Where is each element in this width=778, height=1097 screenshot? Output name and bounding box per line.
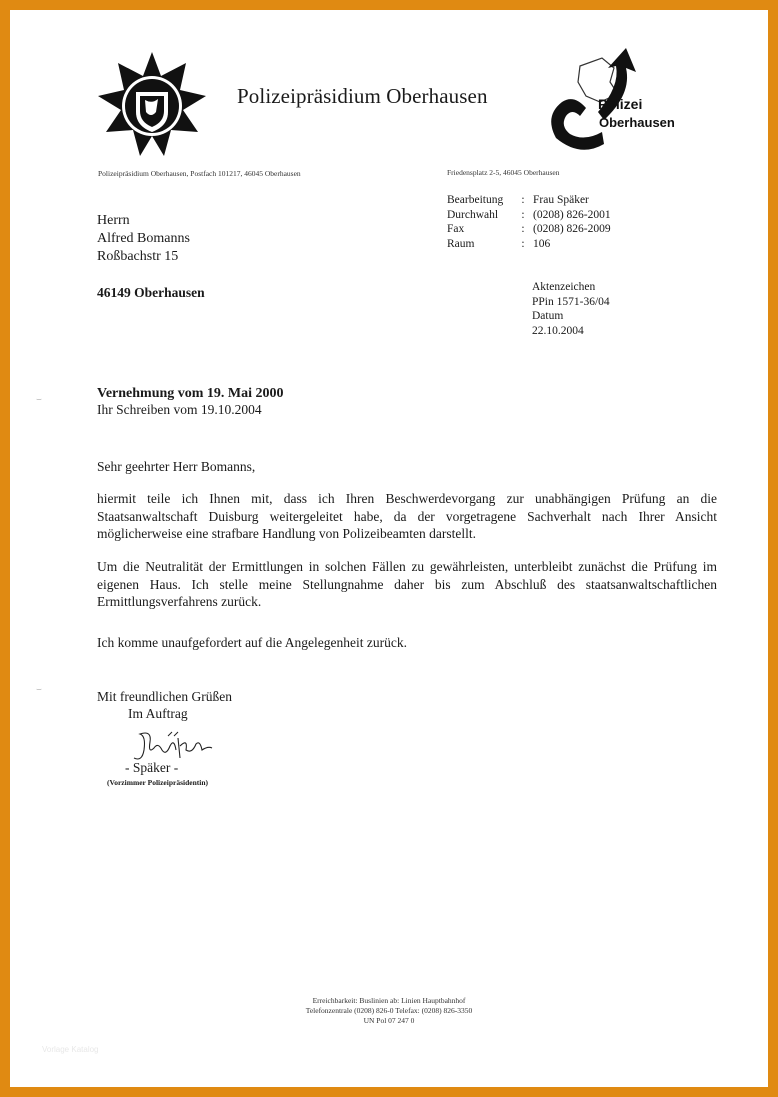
contact-separator: : (521, 223, 525, 235)
sender-return-address: Polizeipräsidium Oberhausen, Postfach 101217, 46045 Oberhausen (98, 169, 301, 178)
contact-value: (0208) 826-2001 (533, 208, 611, 221)
reference-block (532, 280, 610, 338)
letter-closing: Mit freundlichen Grüßen (97, 689, 232, 704)
letter-page (10, 10, 768, 1087)
letter-closing-auftrag: Im Auftrag (128, 706, 188, 721)
logo-text-oberhausen: Oberhausen (599, 115, 675, 130)
signer-role: (Vorzimmer Polizeipräsidentin) (107, 778, 209, 787)
watermark: Vorlage Katalog (42, 1045, 99, 1054)
contact-row (447, 193, 611, 208)
police-star-emblem-icon (96, 50, 208, 162)
contact-label: Durchwahl (447, 208, 499, 221)
contact-row (447, 222, 611, 237)
contact-label: Raum (447, 237, 475, 250)
contact-separator: : (521, 194, 525, 206)
contact-label: Fax (447, 223, 465, 235)
logo-text-polizei: Polizei (598, 96, 643, 112)
recipient-address (97, 212, 190, 266)
letter-paragraph-3: Ich komme unaufgefordert auf die Angelegenheit zurück. (97, 635, 407, 650)
contact-value: (0208) 826-2009 (533, 223, 611, 235)
recipient-name: Alfred Bomanns (97, 231, 190, 246)
margin-mark: ⌣ (36, 394, 42, 404)
recipient-city: 46149 Oberhausen (97, 285, 205, 300)
letter-subject: Vernehmung vom 19. Mai 2000 (97, 386, 284, 401)
contact-value: 106 (533, 237, 551, 250)
office-address: Friedensplatz 2-5, 46045 Oberhausen (447, 168, 560, 177)
footer-line-2: Telefonzentrale (0208) 826-0 Telefax: (0208) 826-3350 (305, 1006, 473, 1015)
recipient-salutation-line: Herrn (97, 213, 130, 228)
contact-label: Bearbeitung (447, 194, 504, 206)
datum-value: 22.10.2004 (532, 324, 584, 337)
contact-separator: : (521, 237, 525, 250)
contact-row (447, 237, 611, 252)
aktenzeichen-label: Aktenzeichen (532, 281, 596, 293)
letter-paragraph-1: hiermit teile ich Ihnen mit, dass ich Ihren Beschwerdevorgang zur unabhängigen Prüfung an die Staatsanwaltschaft Duisburg weitergeleitet habe, da der vorgetragene Sachverhalt nach Ihrer Ansicht möglicherweise eine strafbare Handlung von Polizeibeamten darstellt. (97, 491, 717, 541)
letter-reference: Ihr Schreiben vom 19.10.2004 (97, 402, 262, 417)
letter-salutation: Sehr geehrter Herr Bomanns, (97, 459, 256, 474)
datum-label: Datum (532, 310, 564, 322)
signer-name: - Späker - (125, 760, 179, 775)
contact-block (447, 193, 611, 251)
footer-line-3: UN Pol 07 247 0 (363, 1016, 415, 1025)
footer-line-1: Erreichbarkeit: Buslinien ab: Linien Hauptbahnhof (312, 996, 466, 1005)
contact-separator: : (521, 208, 525, 221)
contact-value: Frau Späker (533, 194, 589, 206)
aktenzeichen-value: PPin 1571-36/04 (532, 295, 610, 308)
recipient-street: Roßbachstr 15 (97, 249, 179, 264)
letter-paragraph-2: Um die Neutralität der Ermittlungen in solchen Fällen zu gewährleisten, unterbleibt zunächst die Prüfung im eigenen Haus. Ich stelle meine Stellungnahme daher bis zum Abschluß des staatsanwaltschaftlichen Ermittlungsverfahrens zurück. (97, 559, 717, 609)
letter-footer (10, 996, 768, 1026)
margin-mark: ⌣ (36, 684, 42, 694)
contact-row (447, 208, 611, 223)
page-title: Polizeipräsidium Oberhausen (237, 84, 488, 108)
